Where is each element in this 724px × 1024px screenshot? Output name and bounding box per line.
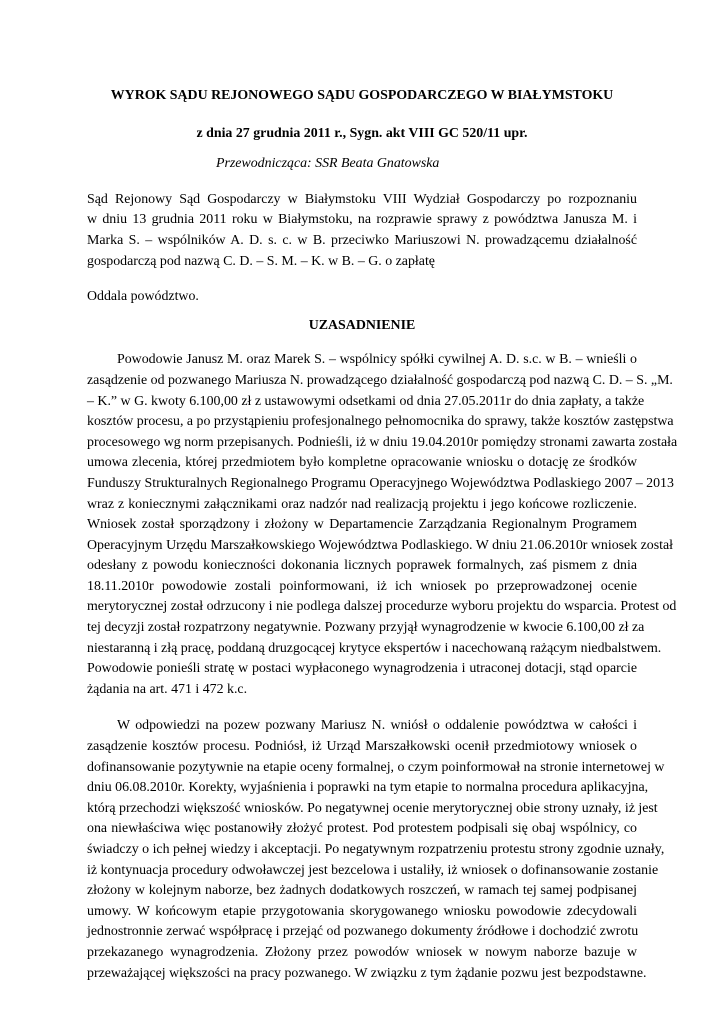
ruling-text: Oddala powództwo. [87,289,199,305]
justification-paragraph-1 [87,350,678,700]
paragraph-line: 18.11.2010r powodowie zostali poinformowani, iż ich wniosek po przeprowadzonej ocenie [87,578,637,594]
paragraph-line: złożony w kolejnym naborze, bez żadnych dodatkowych roszczeń, w ramach tej samej podpisanej [87,883,637,899]
paragraph-line: iż kontynuacja procedury odwoławczej jest bezcelowa i ustaliły, iż wniosek o dofinansowanie zostanie [87,862,659,878]
section-heading: UZASADNIENIE [308,317,416,333]
paragraph-line: przeważającej większości na pracy pozwanego. W związku z tym żądanie pozwu jest bezpodstawne. [87,965,647,981]
justification-paragraph-2 [87,716,665,984]
paragraph-line: merytorycznej został odrzucony i nie podlega dalszej procedurze wyboru projektu do wsparcia. Protest od [87,599,677,615]
document-page [87,86,678,984]
paragraph-line: żądania na art. 471 i 472 k.c. [87,681,248,697]
paragraph-line: procesowego wg norm przepisanych. Podnieśli, iż w dniu 19.04.2010r pomiędzy stronami zawarta została [87,434,678,450]
presiding-judge: Przewodnicząca: SSR Beata Gnatowska [216,156,440,172]
paragraph-line: Funduszy Strukturalnych Regionalnego Programu Operacyjnego Województwa Podlaskiego 2007 – 2013 [87,475,674,491]
paragraph-line: kosztów procesu, a po przystąpieniu profesjonalnego pełnomocnika do sprawy, także kosztów zastępstwa [87,414,674,430]
paragraph-line: Wniosek został sporządzony i złożony w Departamencie Zarządzania Regionalnym Programem [87,517,637,533]
document-title: WYROK SĄDU REJONOWEGO SĄDU GOSPODARCZEGO W BIAŁYMSTOKU [110,88,614,103]
paragraph-line: Powodowie Janusz M. oraz Marek S. – wspólnicy spółki cywilnej A. D. s.c. w B. – wnieśli o [117,352,637,368]
intro-line: Sąd Rejonowy Sąd Gospodarczy w Białymstoku VIII Wydział Gospodarczy po rozpoznaniu [87,191,637,207]
paragraph-line: Operacyjnym Urzędu Marszałkowskiego Województwa Podlaskiego. W dniu 21.06.2010r wniosek został [87,537,674,553]
paragraph-line: dofinansowanie pozytywnie na etapie oceny formalnej, o czym poinformował na stronie internetowej w [87,759,665,775]
paragraph-line: umowa zlecenia, której przedmiotem było kompletne opracowanie wniosku o dotację ze środków [87,455,637,471]
paragraph-line: ona niewłaściwa więc postanowiły złożyć protest. Pod protestem podpisali się obaj wspólnicy, co [87,821,637,837]
paragraph-line: wraz z koniecznymi załącznikami oraz nadzór nad realizacją projektu i jego końcowe rozliczenie. [87,496,637,512]
paragraph-line: umowy. W końcowym etapie przygotowania skorygowanego wniosku powodowie zdecydowali [87,903,637,919]
paragraph-line: tej decyzji został rozpatrzony negatywnie. Pozwany przyjął wynagrodzenie w kwocie 6.100,00 zł za [87,620,645,636]
paragraph-line: zasądzenie kosztów procesu. Podniósł, iż Urząd Marszałkowski ocenił przedmiotowy wniosek o [87,739,637,755]
intro-paragraph [87,190,637,272]
paragraph-line: świadczy o ich pełnej wiedzy i akceptacji. Po negatywnym rozpatrzeniu protestu strony zgodnie uznały, [87,842,665,857]
paragraph-line: przekazanego wynagrodzenia. Złożony przez powodów wniosek w nowym naborze bazuje w [87,944,637,960]
paragraph-line: W odpowiedzi na pozew pozwany Mariusz N. wniósł o oddalenie powództwa w całości i [117,718,637,734]
paragraph-line: – K.” w G. kwoty 6.100,00 zł z ustawowymi odsetkami od dnia 27.05.2011r do dnia zapłaty, a także [87,393,645,409]
intro-line: Marka S. – wspólników A. D. s. c. w B. przeciwko Mariuszowi N. prowadzącemu działalność [87,232,637,248]
paragraph-line: Powodowie ponieśli stratę w postaci wypłaconego wynagrodzenia i utraconej dotacji, stąd oparcie [87,661,637,677]
paragraph-line: zasądzenie od pozwanego Mariusza N. prowadzącego działalność gospodarczą pod nazwą C. D. – S. „M. [87,372,673,388]
paragraph-line: niestaranną i złą pracę, poddaną druzgocącej krytyce ekspertów i nacechowaną rażącym niedbalstwem. [87,640,662,656]
paragraph-line: odesłany z powodu konieczności dokonania licznych poprawek formalnych, zaś pismem z dnia [87,558,637,574]
judgment-date-line: z dnia 27 grudnia 2011 r., Sygn. akt VIII GC 520/11 upr. [196,125,528,141]
paragraph-line: jednostronnie zerwać współpracę i przejąć od pozwanego dokumenty źródłowe i dochodzić zwrotu [87,924,639,940]
paragraph-line: którą przechodzi większość wniosków. Po negatywnej ocenie merytorycznej obie strony uznały, iż jest [87,800,658,816]
intro-line: gospodarczą pod nazwą C. D. – S. M. – K. w B. – G. o zapłatę [87,253,435,269]
intro-line: w dniu 13 grudnia 2011 roku w Białymstoku, na rozprawie sprawy z powództwa Janusza M. i [87,212,637,228]
paragraph-line: dniu 06.08.2010r. Korekty, wyjaśnienia i poprawki na tym etapie to normalna procedura aplikacyjna, [87,780,649,796]
